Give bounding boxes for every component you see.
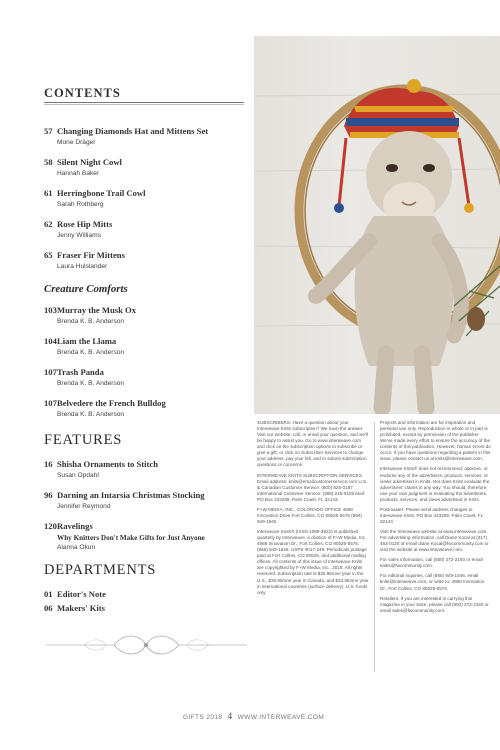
masthead-paragraph: Visit the Interweave website at www.interweave.com. For advertising information, call Diane Kocal at (317) 482-0120 or email diane Kocal@fwcommunity.com or visit the website at www.interweave.com.	[380, 529, 489, 553]
toc-entry-title: Changing Diamonds Hat and Mittens Set	[57, 126, 209, 136]
toc-entry-designer: Hannah Baker	[57, 169, 100, 177]
masthead-column-left	[257, 420, 369, 600]
toc-entry-designer: Laura Hulslander	[57, 262, 108, 270]
ornamental-flourish	[44, 630, 249, 660]
footer-issue: GIFTS 2018	[183, 714, 223, 721]
toc-entry-designer: Brenda K. B. Anderson	[57, 380, 125, 388]
toc-entry-designer: Brenda K. B. Anderson	[57, 349, 125, 357]
toc-page-number: 65	[44, 249, 53, 260]
toc-page-number: 57	[44, 126, 53, 136]
toc-page-number: 104	[44, 336, 57, 347]
toc-group-features	[44, 459, 254, 512]
toc-entry-designer: Brenda K. B. Anderson	[57, 411, 125, 419]
llama-photo	[254, 36, 500, 414]
toc-page-number: 16	[44, 459, 53, 470]
toc-entry-designer: Sarah Rothberg	[57, 200, 104, 208]
page-title: CONTENTS	[44, 86, 121, 100]
toc-page-number: 107	[44, 398, 57, 409]
toc-entry-title: Editor's Note	[57, 589, 106, 600]
toc-page-number: 96	[44, 489, 53, 500]
toc-entry-title: Trash Panda	[57, 367, 104, 378]
toc-entry-title: Silent Night Cowl	[57, 156, 122, 167]
toc-entry[interactable]	[44, 250, 254, 272]
toc-entry-title: Herringbone Trail Cowl	[57, 187, 146, 198]
toc-entry[interactable]	[44, 126, 254, 148]
toc-entry-title: Shisha Ornaments to Stitch	[57, 459, 158, 470]
toc-entry[interactable]	[44, 367, 254, 389]
masthead-paragraph: INTERWEAVE KNITS SUBSCRIPTION SERVICES Email address: knits@emailcustomerservice.com U.S. & Canadian Customer Service: (800) 825-0187 International Customer Service: (386) 246-0105 Mail: PO Box 433289, Palm Coast, FL 32143	[257, 472, 368, 502]
masthead-paragraph: Projects and information are for inspiration and personal use only. Reproduction in whole or in part is prohibited, except by permission of the publisher. We've made every effort to ensure the accuracy of the contents of this publication. However, human errors do occur. If you have questions regarding a pattern in this issue, please contact us at knits@interweave.com.	[380, 420, 491, 462]
toc-entry-designer: Brenda K. B. Anderson	[57, 318, 125, 326]
table-of-contents	[44, 126, 254, 617]
masthead-column-right	[380, 420, 492, 618]
masthead-paragraph: F+W MEDIA, INC., COLORADO OFFICE 4868 Innovation Drive Fort Collins, CO 80525-5576 (866) 949-1646	[257, 506, 362, 524]
toc-page-number: 58	[44, 156, 53, 167]
masthead-paragraph: For sales information, call (800) 272-2193 or email sales@fwcommunity.com.	[380, 557, 483, 569]
masthead-paragraph: Interweave Knits® does not recommend, approve, or endorse any of the advertisers, products, services, or views advertised in Knits. Nor does Knits evaluate the advertisers' claims in any way. You should, therefore, use your own judgment in evaluating the advertisers, products, services, and views advertised in Knits.	[380, 466, 490, 502]
masthead-paragraph: Postmaster: Please send address changes to Interweave Knits, PO Box 433289, Palm Coast, FL 32143.	[380, 506, 483, 524]
masthead-paragraph: SUBSCRIBERS: Have a question about your Interweave Knits subscription? We have the answer. Visit our website, call, or email your question, and we'll be happy to assist you. Go to www.interweave.com and click on the subscription options to subscribe or give a gift, or click on Subscriber Services to change your address, pay your bill, and to submit subscription questions or concerns.	[257, 420, 368, 468]
toc-entry[interactable]	[44, 589, 254, 599]
toc-group-creature	[44, 305, 254, 420]
section-heading-features: FEATURES	[44, 432, 123, 449]
toc-entry-title: Ravelings	[57, 520, 93, 531]
toc-entry[interactable]	[44, 336, 254, 358]
toc-entry-title: Darning an Intarsia Christmas Stocking	[57, 489, 205, 500]
toc-entry-subtitle: Why Knitters Don't Make Gifts for Just Anyone	[57, 533, 205, 542]
section-heading-creature-comforts: Creature Comforts	[44, 283, 128, 296]
toc-entry[interactable]	[44, 219, 254, 241]
toc-entry[interactable]	[44, 490, 254, 512]
toc-entry[interactable]	[44, 157, 254, 179]
toc-entry-ravelings[interactable]	[44, 521, 254, 553]
toc-entry-designer: Alanna Okun	[57, 543, 96, 551]
toc-entry-title: Belvedere the French Bulldog	[57, 398, 166, 409]
toc-entry[interactable]	[44, 188, 254, 210]
masthead-paragraph: Interweave Knits® (ISSN 1088-3622) is published quarterly by Interweave, a division of F+W Media, Inc., 4868 Innovation Dr., Fort Collins, CO 80525-5576. (866) 949-1646. USPS #017-249. Periodicals postage paid at Fort Collins, CO 80525, and additional mailing offices. All contents of this issue of Interweave Knits are copyrighted by F+W Media, Inc., 2018. All rights reserved. Subscription rate is $26.95/one year in the U.S., $30.95/one year in Canada, and $33.95/one year in international countries (surface delivery). U.S. funds only.	[257, 529, 369, 595]
toc-entry-title: Liam the Llama	[57, 336, 117, 347]
masthead-paragraph: For editorial inquiries, call (866) 949-1646, email knits@interweave.com, or write to: 4868 Innovation Dr., Fort Collins, CO 80525-5576.	[380, 573, 485, 591]
toc-page-number: 62	[44, 218, 53, 229]
toc-entry[interactable]	[44, 459, 254, 481]
toc-page-number: 103	[44, 305, 57, 316]
masthead-paragraph: Retailers: If you are interested in carrying this magazine in your store, please call (800) 272-2193 or email sales@fwcommunity.com.	[380, 595, 489, 613]
title-rule	[44, 102, 244, 103]
toc-entry-title: Rose Hip Mitts	[57, 218, 113, 229]
footer-page-number: 4	[227, 711, 233, 721]
toc-group-projects	[44, 126, 254, 271]
toc-entry-title: Fraser Fir Mittens	[57, 249, 125, 260]
toc-page-number: 107	[44, 367, 57, 378]
toc-page-number: 01	[44, 589, 53, 600]
section-heading-departments: DEPARTMENTS	[44, 562, 157, 579]
toc-entry[interactable]	[44, 398, 254, 420]
toc-page-number: 06	[44, 603, 53, 614]
toc-entry-title: Murray the Musk Ox	[57, 305, 137, 316]
toc-entry-title: Makers' Kits	[57, 603, 105, 614]
column-divider	[374, 422, 375, 672]
title-rule-secondary	[44, 104, 244, 105]
toc-entry-designer: Jenny Williams	[57, 231, 101, 239]
toc-entry[interactable]	[44, 305, 254, 327]
toc-entry[interactable]	[44, 603, 254, 613]
toc-group-departments	[44, 589, 254, 613]
toc-entry-designer: Susan Opdahl	[57, 472, 99, 480]
toc-page-number: 61	[44, 187, 53, 198]
toc-entry-designer: Jennifer Reymond	[57, 502, 111, 510]
toc-entry-designer: Mone Dräger	[57, 139, 96, 146]
footer-website[interactable]: WWW.INTERWEAVE.COM	[237, 714, 325, 721]
toc-page-number: 120	[44, 520, 57, 531]
page-footer	[183, 711, 324, 721]
